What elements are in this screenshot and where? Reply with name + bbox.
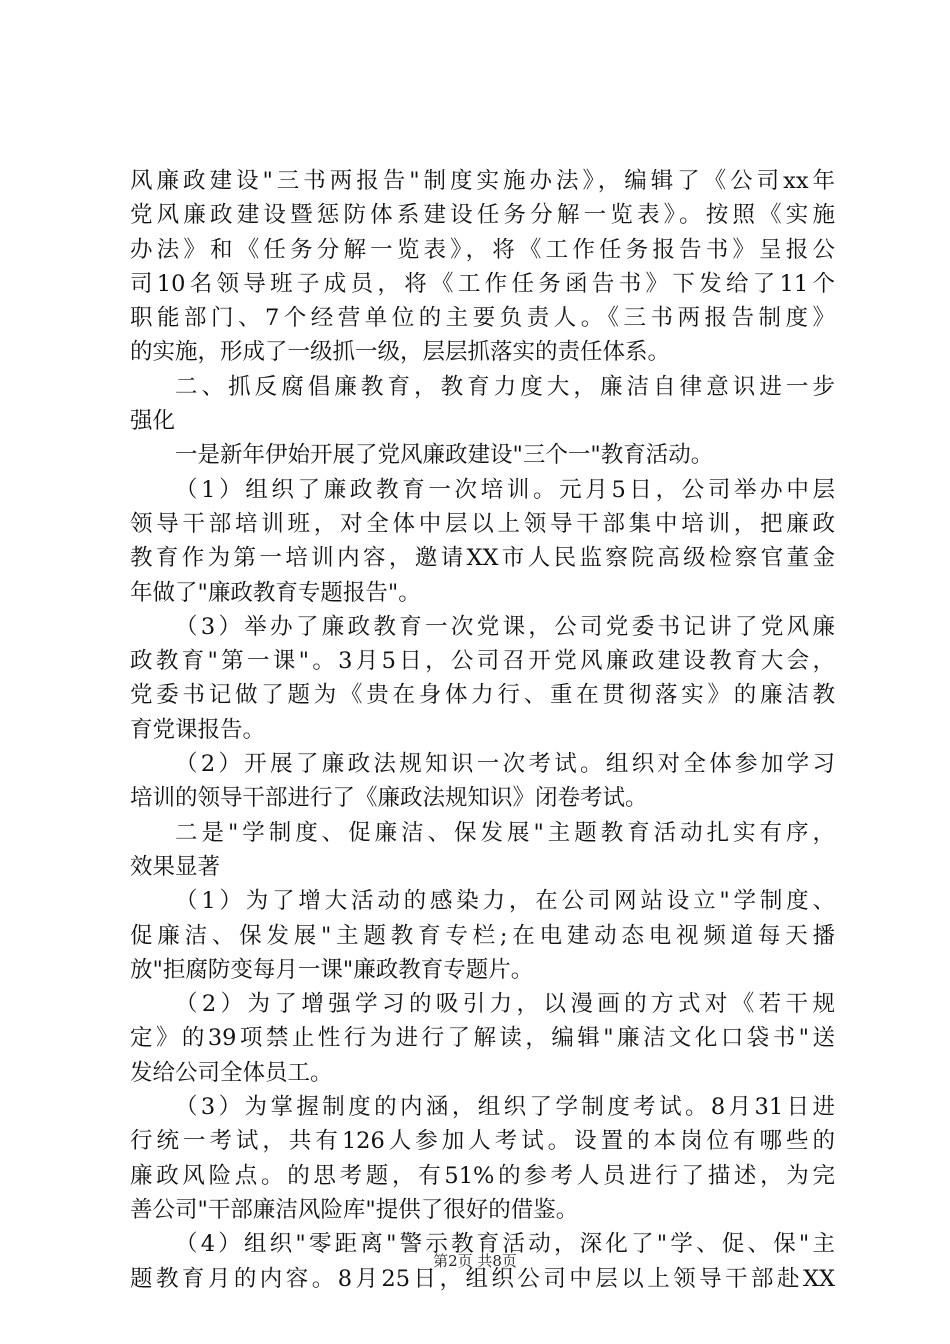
text-line: （2）为了增强学习的吸引力，以漫画的方式对《若干规 [175,991,835,1018]
text-line: 培训的领导干部进行了《廉政法规知识》闭卷考试。 [130,785,648,812]
text-line: 发给公司全体员工。 [130,1059,333,1086]
text-line: 题教育月的内容。8月25日，组织公司中层以上领导干部赴XX [130,1265,835,1292]
text-line: （3）举办了廉政教育一次党课，公司党委书记讲了党风廉 [175,613,835,640]
text-line: 强化 [130,408,176,435]
text-line: 行统一考试，共有126人参加人考试。设置的本岗位有哪些的 [130,1128,835,1155]
text-line: 年做了"廉政教育专题报告"。 [130,579,421,606]
text-line: 领导干部培训班，对全体中层以上领导干部集中培训，把廉政 [130,510,835,537]
text-line: 政教育"第一课"。3月5日，公司召开党风廉政建设教育大会， [130,648,835,675]
text-line: 促廉洁、保发展"主题教育专栏;在电建动态电视频道每天播 [130,922,835,949]
text-line: 育党课报告。 [130,716,266,743]
text-line: 一是新年伊始开展了党风廉政建设"三个一"教育活动。 [175,442,714,469]
text-line: 效果显著 [130,853,221,880]
text-line: 二、抓反腐倡廉教育，教育力度大，廉洁自律意识进一步 [175,373,835,400]
text-line: 司10名领导班子成员，将《工作任务函告书》下发给了11个 [130,270,835,297]
text-line: 党风廉政建设暨惩防体系建设任务分解一览表》。按照《实施 [130,202,835,229]
text-line: 教育作为第一培训内容，邀请XX市人民监察院高级检察官董金 [130,545,835,572]
text-line: （4）组织"零距离"警示教育活动，深化了"学、促、保"主 [175,1231,835,1258]
document-body [130,164,835,1296]
text-line: 的实施，形成了一级抓一级，层层抓落实的责任体系。 [130,339,671,366]
text-line: 廉政风险点。的思考题，有51%的参考人员进行了描述，为完 [130,1162,835,1189]
text-line: 职能部门、7个经营单位的主要负责人。《三书两报告制度》 [130,305,835,332]
text-line: 风廉政建设"三书两报告"制度实施办法》，编辑了《公司xx年 [130,168,835,194]
page-footer: 第2页 共8页 [433,1252,517,1270]
text-line: 二是"学制度、促廉洁、保发展"主题教育活动扎实有序， [175,819,835,846]
text-line: （1）为了增大活动的感染力，在公司网站设立"学制度、 [175,888,835,915]
text-line: 党委书记做了题为《贵在身体力行、重在贯彻落实》的廉洁教 [130,682,835,709]
text-line: （1）组织了廉政教育一次培训。元月5日，公司举办中层 [175,476,835,503]
text-line: 定》的39项禁止性行为进行了解读，编辑"廉洁文化口袋书"送 [130,1025,835,1052]
text-line: 善公司"干部廉洁风险库"提供了很好的借鉴。 [130,1196,579,1223]
text-line: 放"拒腐防变每月一课"廉政教育专题片。 [130,956,534,983]
text-line: （3）为掌握制度的内涵，组织了学制度考试。8月31日进 [175,1094,835,1121]
text-line: 办法》和《任务分解一览表》，将《工作任务报告书》呈报公 [130,236,835,263]
text-line: （2）开展了廉政法规知识一次考试。组织对全体参加学习 [175,751,835,778]
